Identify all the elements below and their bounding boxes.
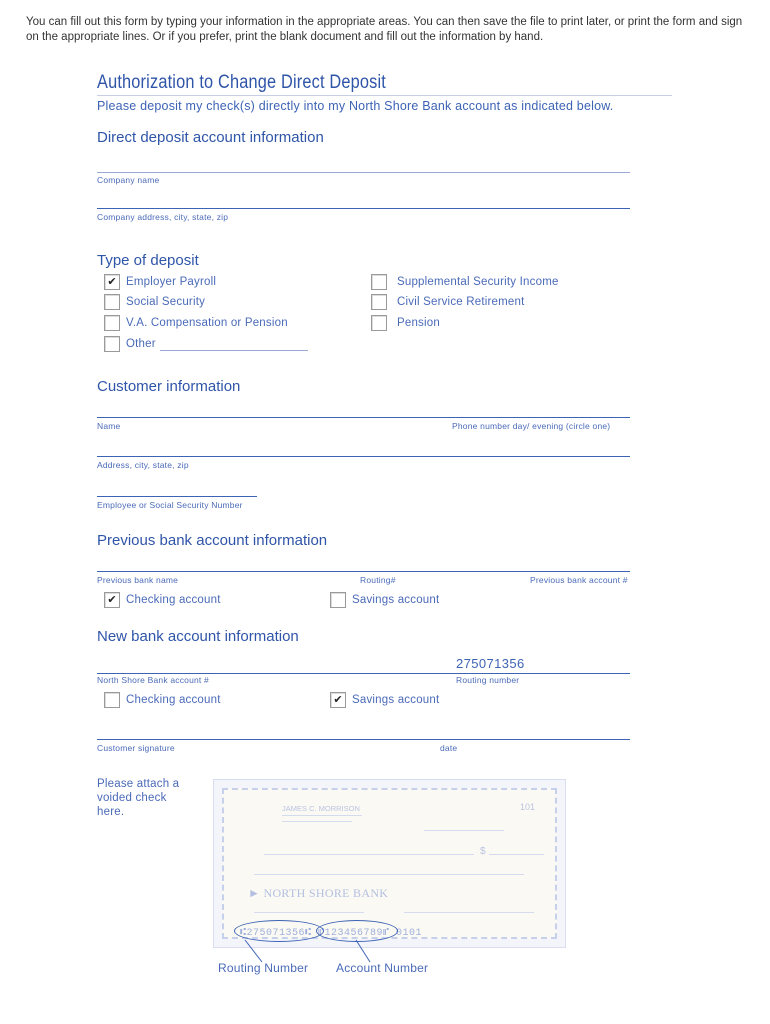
attach-check-instruction: Please attach a voided check here. <box>97 778 180 818</box>
previous-bank-name-label: Previous bank name <box>97 575 179 585</box>
new-bank-heading: New bank account information <box>97 628 299 645</box>
other-checkbox[interactable] <box>104 336 120 352</box>
pension-checkbox[interactable] <box>371 315 387 331</box>
name-label: Name <box>97 421 121 431</box>
employer-payroll-checkbox[interactable]: ✔ <box>104 274 120 290</box>
bank-logo-icon: ► <box>248 886 261 900</box>
other-input-field[interactable] <box>160 350 308 351</box>
address-label: Address, city, state, zip <box>97 460 189 470</box>
previous-routing-label: Routing# <box>360 575 396 585</box>
social-security-label: Social Security <box>126 296 206 308</box>
civil-service-checkbox[interactable] <box>371 294 387 310</box>
employer-payroll-label: Employer Payroll <box>126 276 217 288</box>
form-title: Authorization to Change Direct Deposit <box>97 72 387 93</box>
check-number: 101 <box>520 802 536 812</box>
check-date-line <box>424 830 504 831</box>
signature-field[interactable] <box>97 739 630 740</box>
new-checking-checkbox[interactable] <box>104 692 120 708</box>
routing-number-value[interactable]: 275071356 <box>456 656 525 671</box>
va-compensation-label: V.A. Compensation or Pension <box>126 317 288 329</box>
previous-savings-checkbox[interactable] <box>330 592 346 608</box>
routing-callout-line <box>245 940 262 962</box>
check-holder-name: JAMES C. MORRISON <box>282 804 360 813</box>
account-callout-line <box>356 940 370 962</box>
previous-savings-label: Savings account <box>352 594 440 606</box>
previous-bank-heading: Previous bank account information <box>97 532 328 549</box>
check-micr-line: ⑆275071356⑆ ⑈123456789⑈ 0101 <box>240 928 423 939</box>
company-address-field[interactable] <box>97 208 630 209</box>
date-label: date <box>440 743 458 753</box>
check-dollar-sign: $ <box>480 846 486 857</box>
new-checking-label: Checking account <box>126 694 221 706</box>
check-bank-logo <box>248 886 388 901</box>
form-subtitle: Please deposit my check(s) directly into my North Shore Bank account as indicated below. <box>97 99 614 113</box>
check-address-line-2 <box>282 821 352 822</box>
company-name-field[interactable] <box>97 172 630 173</box>
previous-account-label: Previous bank account # <box>530 575 628 585</box>
previous-bank-field[interactable] <box>97 571 630 572</box>
other-label: Other <box>126 338 156 350</box>
check-written-amount-line <box>254 874 524 875</box>
signature-label: Customer signature <box>97 743 175 753</box>
company-address-label: Company address, city, state, zip <box>97 212 229 222</box>
check-payee-line <box>264 854 474 855</box>
customer-info-heading: Customer information <box>97 378 241 395</box>
check-border <box>222 788 557 939</box>
instructions-text: You can fill out this form by typing your information in the appropriate areas. You can then save the file to print later, or print the form and sign on the appropriate lines. Or if you prefer, print the blank document and fill out the information by hand. <box>26 16 743 43</box>
social-security-checkbox[interactable] <box>104 294 120 310</box>
address-field[interactable] <box>97 456 630 457</box>
check-bank-name: NORTH SHORE BANK <box>263 886 389 900</box>
new-account-field[interactable] <box>97 673 630 674</box>
routing-number-caption: Routing Number <box>218 961 309 975</box>
previous-checking-label: Checking account <box>126 594 221 606</box>
new-savings-label: Savings account <box>352 694 440 706</box>
new-savings-checkbox[interactable]: ✔ <box>330 692 346 708</box>
va-compensation-checkbox[interactable] <box>104 315 120 331</box>
ssn-label: Employee or Social Security Number <box>97 500 243 510</box>
ssi-checkbox[interactable] <box>371 274 387 290</box>
ssi-label: Supplemental Security Income <box>397 276 559 288</box>
check-amount-line <box>489 854 544 855</box>
phone-label: Phone number day/ evening (circle one) <box>452 421 611 431</box>
new-routing-label: Routing number <box>456 675 520 685</box>
ssn-field[interactable] <box>97 496 257 497</box>
civil-service-label: Civil Service Retirement <box>397 296 525 308</box>
deposit-type-heading: Type of deposit <box>97 252 199 269</box>
company-name-label: Company name <box>97 175 160 185</box>
previous-checking-checkbox[interactable]: ✔ <box>104 592 120 608</box>
pension-label: Pension <box>397 317 440 329</box>
check-address-line-1 <box>282 815 362 816</box>
account-number-caption: Account Number <box>336 961 429 975</box>
check-signature-line <box>404 912 534 913</box>
name-phone-field[interactable] <box>97 417 630 418</box>
direct-deposit-heading: Direct deposit account information <box>97 129 324 146</box>
title-divider <box>97 95 672 96</box>
new-account-label: North Shore Bank account # <box>97 675 209 685</box>
check-memo-line <box>254 912 364 913</box>
